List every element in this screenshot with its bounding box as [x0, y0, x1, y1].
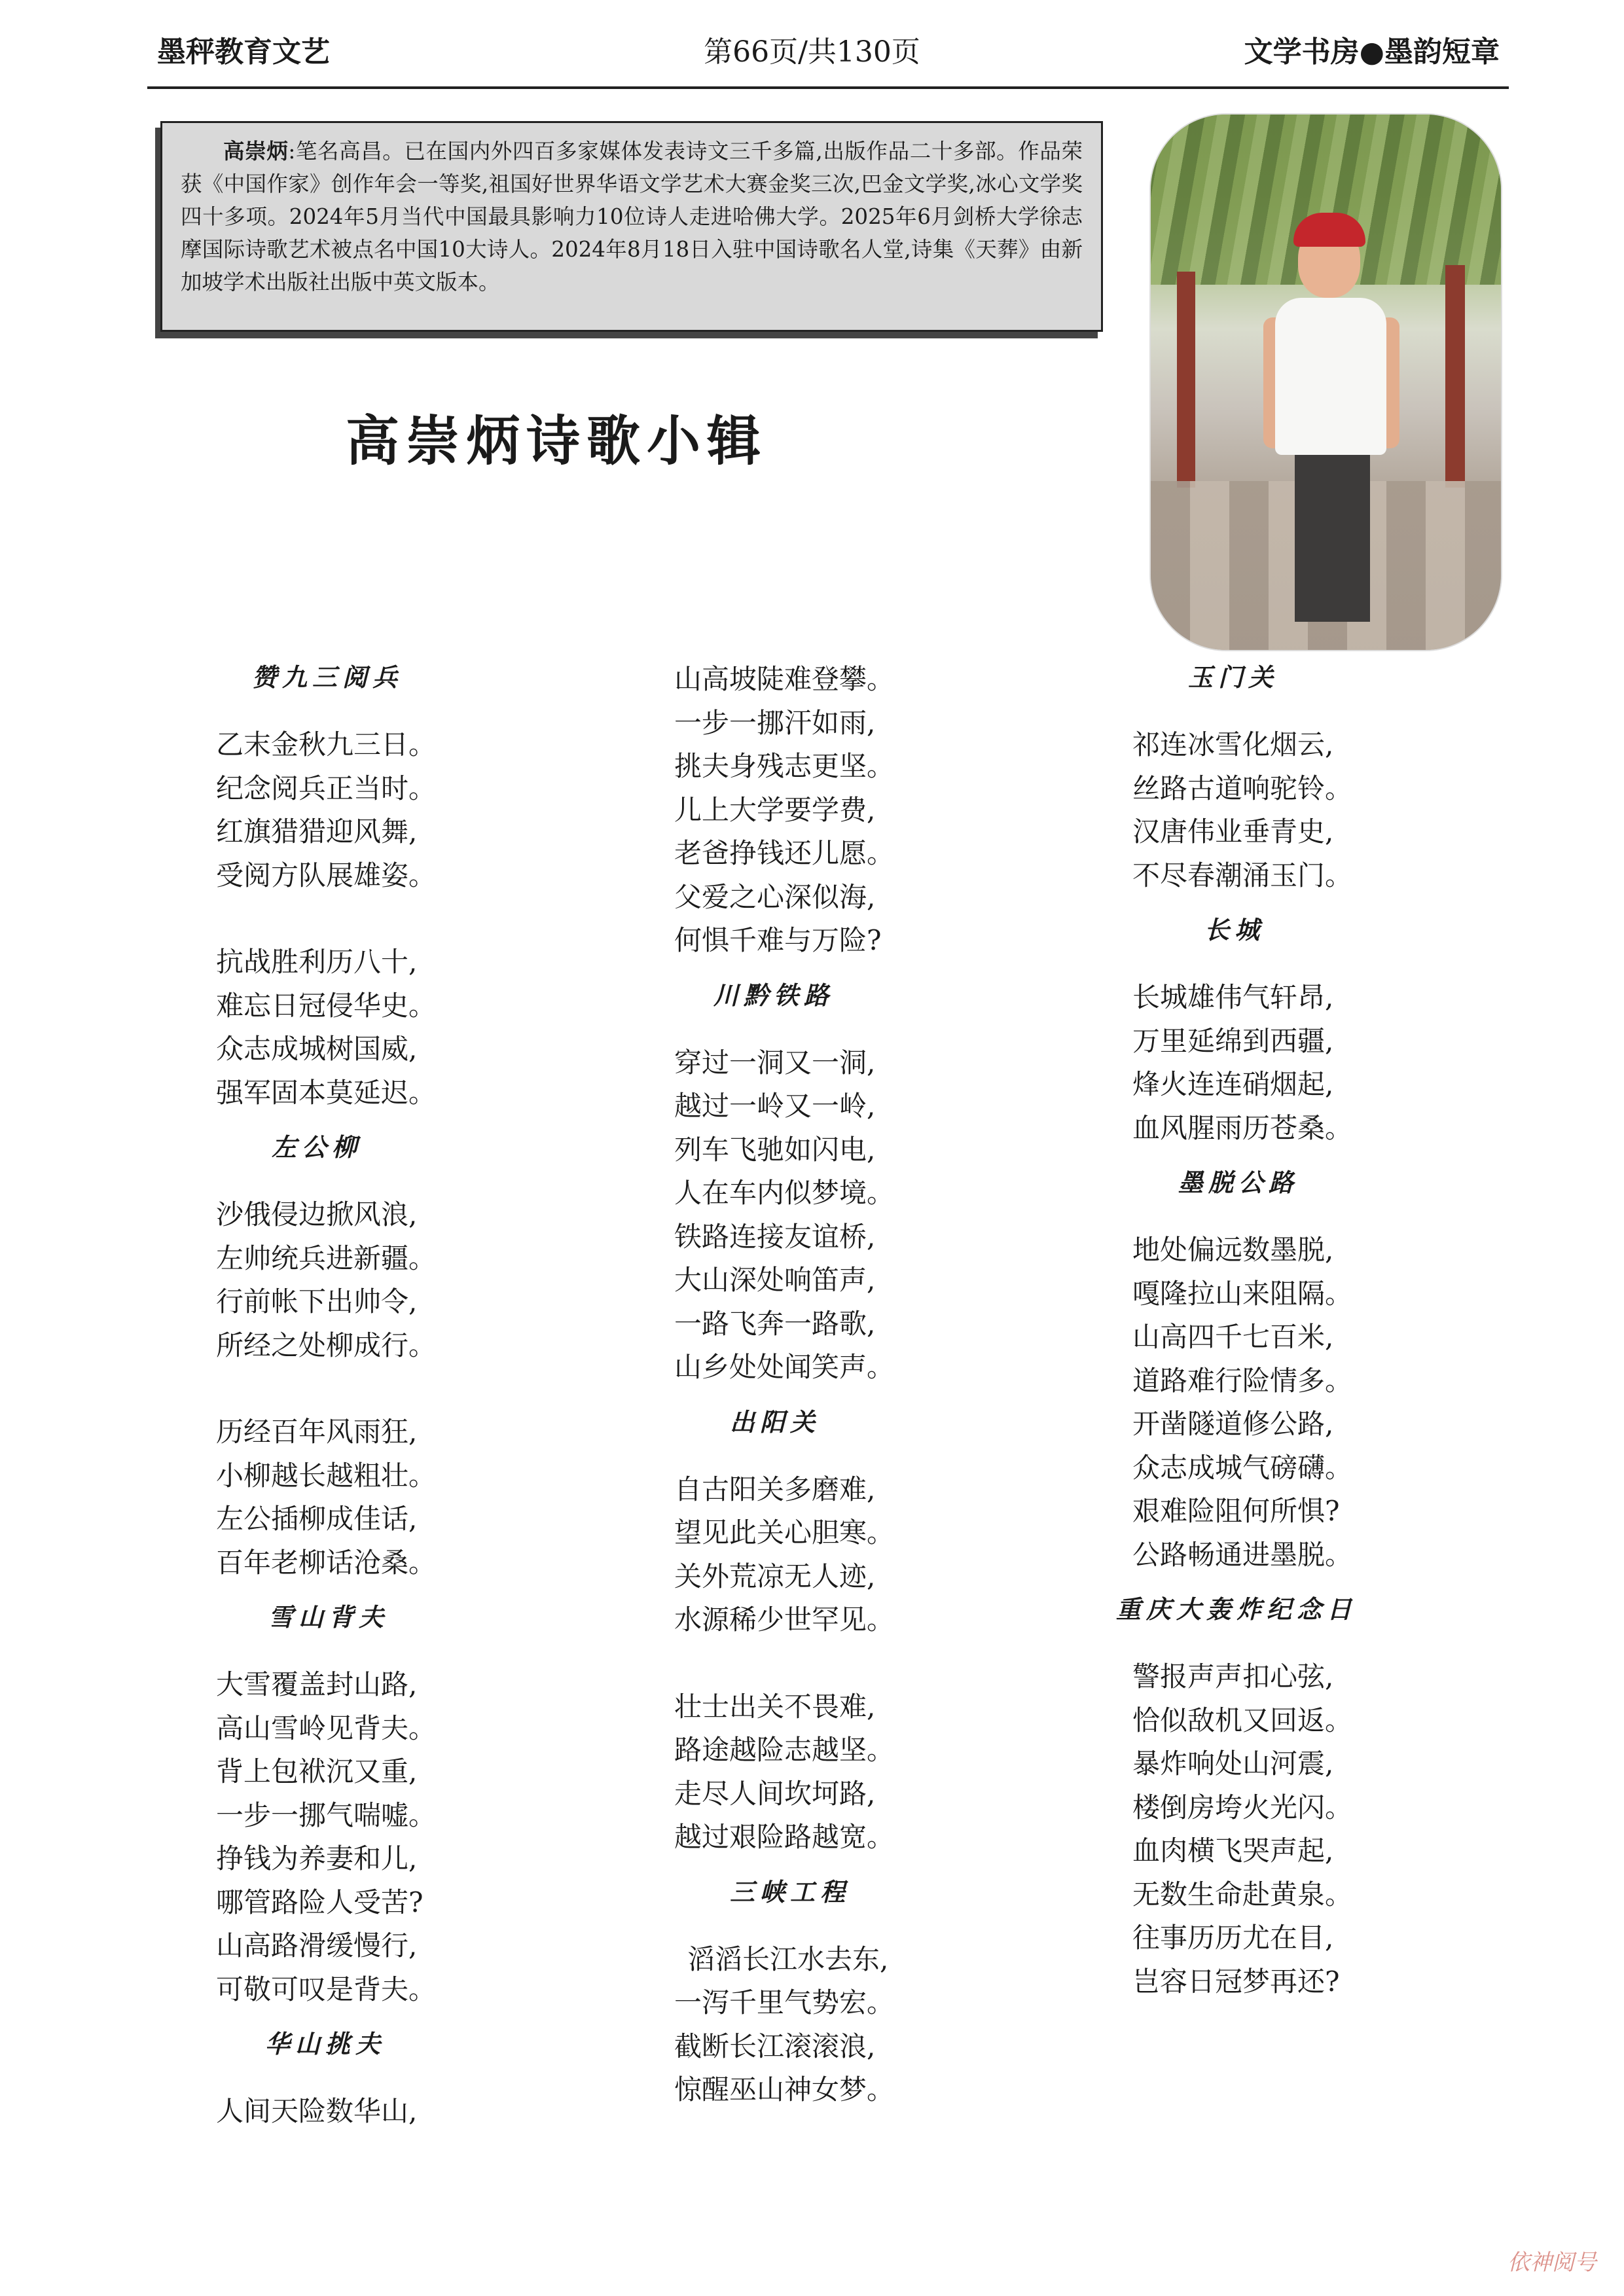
author-photo: [1151, 115, 1501, 650]
author-bio-text: :笔名高昌。已在国内外四百多家媒体发表诗文三千多篇,出版作品二十多部。作品荣获《中国作家》创作年会一等奖,祖国好世界华语文学艺术大赛金奖三次,巴金文学奖,冰心文学奖四十多项。2024年5月当代中国最具影响力10位诗人走进哈佛大学。2025年6月剑桥大学徐志摩国际诗歌艺术被点名中国10大诗人。2024年8月18日入驻中国诗歌名人堂,诗集《天葬》由新加坡学术出版社出版中英文版本。: [181, 139, 1083, 295]
poem: [1116, 1590, 1358, 2003]
poem-line: 水源稀少世罕见。: [674, 1604, 895, 1636]
poem-line: 受阅方队展雄姿。: [216, 859, 437, 891]
photo-pillar: [1445, 265, 1465, 488]
poem-line: 铁路连接友谊桥,: [674, 1220, 876, 1253]
poem-title: 玉门关: [1188, 663, 1279, 692]
poem-line: 行前帐下出帅令,: [216, 1285, 418, 1318]
poem-line: 何惧千难与万险?: [674, 924, 882, 956]
poem: [674, 1403, 894, 1859]
poem-line: 嘎隆拉山来阻隔。: [1132, 1277, 1353, 1310]
poem-line: 道路难行险情多。: [1132, 1364, 1353, 1397]
poem-line: 血肉横飞哭声起,: [1132, 1835, 1334, 1867]
poem-line: 山高坡陡难登攀。: [674, 663, 895, 695]
poem-line: 众志成城树国威,: [216, 1033, 418, 1065]
photo-person-shirt: [1275, 298, 1386, 455]
poem-line: 楼倒房垮火光闪。: [1132, 1791, 1353, 1823]
poem-line: 血风腥雨历苍桑。: [1132, 1111, 1353, 1144]
poem-line: 大山深处响笛声,: [674, 1264, 876, 1296]
poem-line: 暴炸响处山河震,: [1132, 1748, 1334, 1780]
poem-line: 地处偏远数墨脱,: [1132, 1234, 1334, 1266]
poem-title: 华山挑夫: [265, 2030, 386, 2058]
poem-line: 百年老柳话沧桑。: [216, 1546, 437, 1579]
page-number: 第66页/共130页: [704, 35, 920, 69]
poem-line: 列车飞驰如闪电,: [674, 1133, 876, 1166]
poem-line: 警报声声扣心弦,: [1132, 1660, 1334, 1693]
poem-title: 长城: [1204, 916, 1265, 944]
poem-line: 开凿隧道修公路,: [1132, 1408, 1334, 1440]
poem-line: 山高四千七百米,: [1132, 1321, 1334, 1353]
poem-line: 强军固本莫延迟。: [216, 1076, 437, 1109]
poem-title: 赞九三阅兵: [252, 663, 403, 692]
poem-line: 左公插柳成佳话,: [216, 1503, 418, 1535]
poem-line: 抗战胜利历八十,: [216, 946, 418, 978]
poem-line: 汉唐伟业垂青史,: [1132, 816, 1334, 848]
poem-line: 儿上大学要学费,: [674, 793, 876, 826]
poem-line: 穿过一洞又一洞,: [674, 1046, 876, 1079]
collection-title: 高崇炳诗歌小辑: [345, 410, 767, 473]
poem-line: 惊醒巫山神女梦。: [674, 2073, 895, 2106]
poem-line: 自古阳关多磨难,: [674, 1473, 876, 1505]
poem-line: 一路飞奔一路歌,: [674, 1307, 876, 1340]
poem-line: 高山雪岭见背夫。: [216, 1712, 437, 1744]
poem-line: 老爸挣钱还儿愿。: [674, 837, 895, 869]
poem-line: 所经之处柳成行。: [216, 1329, 437, 1361]
poem-line: 难忘日冠侵华史。: [216, 989, 437, 1022]
header-rule: [147, 86, 1509, 89]
poem-line: 关外荒凉无人迹,: [674, 1560, 876, 1592]
poem-title: 三峡工程: [730, 1877, 851, 1907]
poem-line: 人在车内似梦境。: [674, 1177, 895, 1209]
photo-pillar: [1177, 272, 1195, 488]
poem-line: 乙末金秋九三日。: [216, 728, 437, 761]
poem-line: 截断长江滚滚浪,: [674, 2030, 876, 2062]
poem-line: 一步一挪气喘嘘。: [216, 1799, 437, 1831]
poem-line: 大雪覆盖封山路,: [216, 1668, 418, 1700]
poem-column-3: [1116, 658, 1358, 2003]
poem-line: 挑夫身残志更坚。: [674, 750, 895, 782]
magazine-name: 墨秤教育文艺: [157, 35, 330, 69]
section-name: 文学书房●墨韵短章: [1244, 35, 1500, 69]
poem-title: 川黔铁路: [713, 980, 835, 1010]
poem-title: 重庆大轰炸纪念日: [1116, 1595, 1358, 1624]
poem-line: 祁连冰雪化烟云,: [1132, 728, 1334, 761]
poem: [1132, 658, 1357, 897]
poem-line: 滔滔长江水去东,: [687, 1943, 889, 1975]
poem: [674, 1873, 894, 2112]
poem-line: 望见此关心胆寒。: [674, 1516, 895, 1549]
watermark: 依神阅号: [1507, 2250, 1597, 2276]
poem-line: 走尽人间坎坷路,: [674, 1777, 876, 1810]
poem-line: 历经百年风雨狂,: [216, 1416, 418, 1448]
poem: [1132, 910, 1357, 1150]
poem-line: 烽火连连硝烟起,: [1132, 1068, 1334, 1100]
poem: [674, 976, 894, 1390]
author-name: 高崇炳: [223, 138, 289, 164]
poem-line: 壮士出关不畏难,: [674, 1690, 876, 1723]
poem-title: 出阳关: [730, 1407, 821, 1437]
poem-line: 背上包袱沉又重,: [216, 1755, 418, 1787]
poem-column-2: [674, 658, 894, 2112]
poem-line: 公路畅通进墨脱。: [1132, 1538, 1353, 1571]
poem-line: 丝路古道响驼铃。: [1132, 772, 1353, 804]
poem-line: 沙俄侵边掀风浪,: [216, 1198, 418, 1230]
poem-line: 恰似敌机又回返。: [1132, 1704, 1353, 1736]
poem-line: 父爱之心深似海,: [674, 880, 876, 913]
poem-column-1: [216, 658, 436, 2134]
poem-line: 纪念阅兵正当时。: [216, 772, 437, 804]
poem-line: 哪管路险人受苦?: [216, 1886, 424, 1918]
poem-line: 小柳越长越粗壮。: [216, 1459, 437, 1492]
poem-line: 无数生命赴黄泉。: [1132, 1878, 1353, 1910]
poem: [216, 1598, 436, 2011]
poem-line: 红旗猎猎迎风舞,: [216, 816, 418, 848]
author-bio: [160, 121, 1103, 332]
poem-line: 不尽春潮涌玉门。: [1132, 859, 1353, 891]
poem-line: 可敬可叹是背夫。: [216, 1973, 437, 2005]
poem-line: 岂容日冠梦再还?: [1132, 1965, 1340, 1998]
poem: [216, 658, 436, 1115]
poem-line: 一步一挪汗如雨,: [674, 706, 876, 739]
poem-line: 山高路滑缓慢行,: [216, 1929, 418, 1962]
poem-title: 左公柳: [272, 1133, 363, 1162]
poem-line: 人间天险数华山,: [216, 2095, 418, 2127]
photo-person-legs: [1295, 452, 1370, 622]
poem-line: 众志成城气磅礴。: [1132, 1451, 1353, 1484]
poem: [1132, 1163, 1357, 1577]
poem-line: 长城雄伟气轩昂,: [1132, 981, 1334, 1013]
poem-line: 一泻千里气势宏。: [674, 1986, 895, 2018]
poem-line: 万里延绵到西疆,: [1132, 1024, 1334, 1057]
poem-continued: [674, 658, 894, 963]
poem-line: 越过一岭又一岭,: [674, 1090, 876, 1122]
poem-title: 墨脱公路: [1178, 1168, 1299, 1197]
poem-line: 往事历历尤在目,: [1132, 1922, 1334, 1954]
poem: [216, 1128, 436, 1585]
poem-line: 艰难险阻何所惧?: [1132, 1495, 1340, 1527]
poem-line: 越过艰险路越宽。: [674, 1821, 895, 1853]
poem-line: 挣钱为养妻和儿,: [216, 1842, 418, 1874]
poem-line: 路途越险志越坚。: [674, 1734, 895, 1766]
poem-line: 山乡处处闻笑声。: [674, 1351, 895, 1383]
poem-title: 雪山背夫: [268, 1603, 389, 1632]
poem-line: 左帅统兵进新疆。: [216, 1242, 437, 1274]
poem: [216, 2024, 436, 2134]
